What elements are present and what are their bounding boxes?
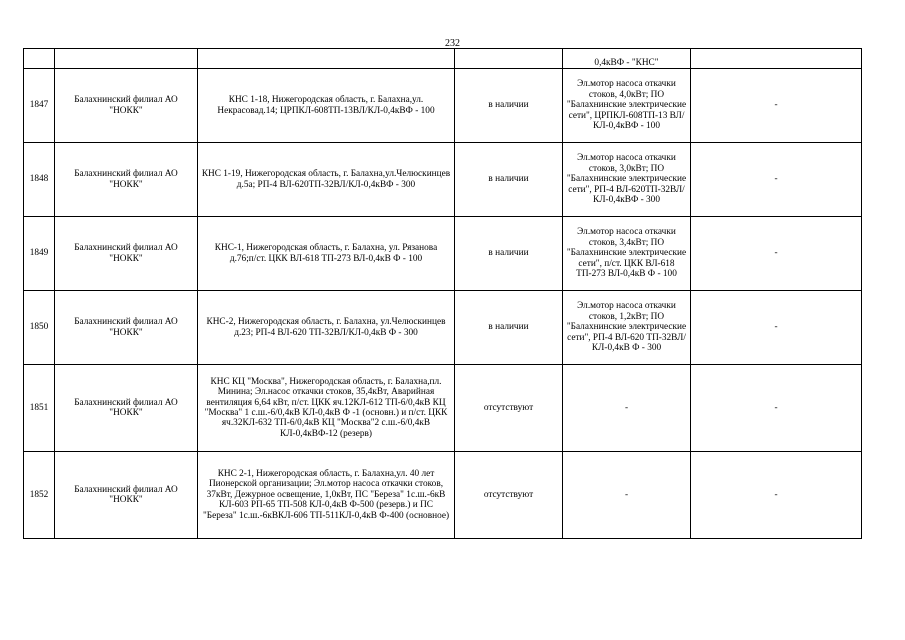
cell-availability: отсутствуют xyxy=(455,452,563,539)
table-row xyxy=(24,217,862,291)
cell-availability: отсутствуют xyxy=(455,365,563,452)
cell-availability: в наличии xyxy=(455,291,563,365)
cell-address: КНС 1-19, Нижегородская область, г. Балахна,ул.Челюскинцев д.5а; РП-4 ВЛ-620ТП-32ВЛ/КЛ-0,4кВФ - 300 xyxy=(198,143,455,217)
table-row xyxy=(24,143,862,217)
cell-org: Балахнинский филиал АО "НОКК" xyxy=(55,143,198,217)
table-row xyxy=(24,291,862,365)
cell-address: КНС КЦ "Москва", Нижегородская область, г. Балахна,пл. Минина; Эл.насос откачки стоков, 35,4кВт, Аварийная вентиляция 6,64 кВт, п/ст. ЦКК яч.12КЛ-612 ТП-6/0,4кВ КЦ "Москва" 1 с.ш.-6/0,4кВ КЛ-0,4кВ Ф -1 (основн.) и п/ст. ЦКК яч.32КЛ-632 ТП-6/0,4кВ КЦ "Москва"2 с.ш.-6/0,4кВ КЛ-0,4кВФ-12 (резерв) xyxy=(198,365,455,452)
cell-address: КНС-2, Нижегородская область, г. Балахна, ул.Челюскинцев д.23; РП-4 ВЛ-620 ТП-32ВЛ/КЛ-0,4кВ Ф - 300 xyxy=(198,291,455,365)
cell-org xyxy=(55,49,198,69)
table-row xyxy=(24,452,862,539)
cell-note: - xyxy=(691,365,862,452)
cell-equipment: Эл.мотор насоса откачки стоков, 4,0кВт; ПО "Балахнинские электрические сети", ЦРПКЛ-608ТП-13 ВЛ/КЛ-0,4кВФ - 100 xyxy=(563,69,691,143)
cell-num: 1850 xyxy=(24,291,55,365)
cell-equipment: Эл.мотор насоса откачки стоков, 1,2кВт; ПО "Балахнинские электрические сети", РП-4 ВЛ-620 ТП-32ВЛ/КЛ-0,4кВ Ф - 300 xyxy=(563,291,691,365)
cell-note: - xyxy=(691,217,862,291)
cell-org: Балахнинский филиал АО "НОКК" xyxy=(55,291,198,365)
cell-address: КНС-1, Нижегородская область, г. Балахна, ул. Рязанова д.76;п/ст. ЦКК ВЛ-618 ТП-273 ВЛ-0,4кВ Ф - 100 xyxy=(198,217,455,291)
cell-note: - xyxy=(691,69,862,143)
cell-availability xyxy=(455,49,563,69)
cell-num: 1847 xyxy=(24,69,55,143)
cell-org: Балахнинский филиал АО "НОКК" xyxy=(55,69,198,143)
table-row xyxy=(24,69,862,143)
cell-address: КНС 2-1, Нижегородская область, г. Балахна,ул. 40 лет Пионерской организации; Эл.мотор насоса откачки стоков, 37кВт, Дежурное освещение, 1,0кВт, ПС "Береза" 1с.ш.-6кВ КЛ-603 РП-65 ТП-508 КЛ-0,4кВ Ф-500 (резерв.) и ПС "Береза" 1с.ш.-6кВКЛ-606 ТП-511КЛ-0,4кВ Ф-400 (основное) xyxy=(198,452,455,539)
cell-equipment: Эл.мотор насоса откачки стоков, 3,0кВт; ПО "Балахнинские электрические сети", РП-4 ВЛ-620ТП-32ВЛ/КЛ-0,4кВФ - 300 xyxy=(563,143,691,217)
cell-availability: в наличии xyxy=(455,143,563,217)
cell-num: 1849 xyxy=(24,217,55,291)
cell-note: - xyxy=(691,452,862,539)
cell-org: Балахнинский филиал АО "НОКК" xyxy=(55,365,198,452)
table-row xyxy=(24,365,862,452)
cell-num: 1848 xyxy=(24,143,55,217)
cell-num xyxy=(24,49,55,69)
cell-equipment: Эл.мотор насоса откачки стоков, 3,4кВт; ПО "Балахнинские электрические сети", п/ст. ЦКК ВЛ-618 ТП-273 ВЛ-0,4кВ Ф - 100 xyxy=(563,217,691,291)
registry-table xyxy=(23,48,862,539)
cell-address xyxy=(198,49,455,69)
cell-num: 1851 xyxy=(24,365,55,452)
cell-num: 1852 xyxy=(24,452,55,539)
cell-org: Балахнинский филиал АО "НОКК" xyxy=(55,452,198,539)
cell-address: КНС 1-18, Нижегородская область, г. Балахна,ул. Некрасовад.14; ЦРПКЛ-608ТП-13ВЛ/КЛ-0,4кВФ - 100 xyxy=(198,69,455,143)
cell-equipment: - xyxy=(563,365,691,452)
cell-note: - xyxy=(691,291,862,365)
cell-equipment: 0,4кВФ - "КНС" xyxy=(563,49,691,69)
cell-availability: в наличии xyxy=(455,69,563,143)
cell-equipment: - xyxy=(563,452,691,539)
cell-note xyxy=(691,49,862,69)
cell-availability: в наличии xyxy=(455,217,563,291)
table-row-continued xyxy=(24,49,862,69)
cell-note: - xyxy=(691,143,862,217)
cell-org: Балахнинский филиал АО "НОКК" xyxy=(55,217,198,291)
page-number: 232 xyxy=(445,38,460,49)
